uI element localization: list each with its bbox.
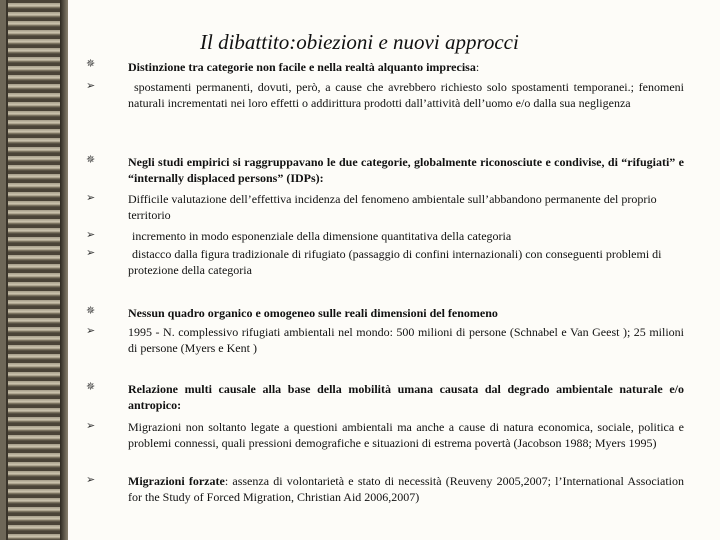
arrow-bullet-icon: ➢: [86, 420, 96, 432]
spiral-rings: [6, 0, 62, 540]
arrow-bullet-icon: ➢: [86, 325, 96, 337]
star-bullet-icon: ✵: [86, 381, 96, 393]
section-2-item-2: incremento in modo esponenziale della dimensione quantitativa della categoria: [132, 229, 512, 243]
section-1-item-1: spostamenti permanenti, dovuti, però, a cause che avrebbero richiesto solo spostamenti temporanei.; fenomeni naturali incrementati nei loro effetti o addirittura prodotti dall’attività dell’uomo e/o dalla sua negligenza: [128, 80, 684, 110]
binding-shadow: [60, 0, 68, 540]
section-4-item-1: Migrazioni non soltanto legate a questioni ambientali ma anche a cause di natura economica, sociale, politica e problemi connessi, quali pressioni demografiche e situazioni di estrema povertà (Jacobson 1988; Myers 1995): [128, 420, 684, 450]
section-2-item-1: Difficile valutazione dell’effettiva incidenza del fenomeno ambientale sull’abbandono permanente del proprio territorio: [128, 192, 657, 222]
arrow-bullet-icon: ➢: [86, 474, 96, 486]
section-1-heading: [128, 60, 684, 76]
section-4-heading: Relazione multi causale alla base della mobilità umana causata dal degrado ambientale naturale e/o antropico:: [128, 382, 684, 412]
star-bullet-icon: ✵: [86, 305, 96, 317]
section-1-heading-suffix: :: [475, 60, 480, 74]
forced-migration-lead: Migrazioni forzate: [128, 474, 225, 488]
section-2-item-3: distacco dalla figura tradizionale di rifugiato (passaggio di confini internazionali) con conseguenti problemi di protezione della categoria: [128, 247, 662, 277]
forced-migration-rest: : assenza di volontarietà e stato di necessità (Reuveny 2005,2007; l’International Association for the Study of Forced Migration, Christian Aid 2006,2007): [128, 474, 685, 504]
arrow-bullet-icon: ➢: [86, 80, 96, 92]
section-2-heading: Negli studi empirici si raggruppavano le due categorie, globalmente riconosciute e condivise, di “rifugiati” e “internally displaced persons” (IDPs):: [128, 155, 684, 185]
spiral-binding: [0, 0, 68, 540]
arrow-bullet-icon: ➢: [86, 229, 96, 241]
section-4-item-2: [128, 474, 684, 505]
section-1-heading-text: Distinzione tra categorie non facile e nella realtà alquanto imprecisa: [128, 60, 476, 74]
arrow-bullet-icon: ➢: [86, 192, 96, 204]
section-3-item-1: 1995 - N. complessivo rifugiati ambientali nel mondo: 500 milioni di persone (Schnabel e Van Geest ); 25 milioni di persone (Myers e Kent ): [128, 325, 684, 355]
star-bullet-icon: ✵: [86, 58, 96, 70]
section-3-heading: Nessun quadro organico e omogeneo sulle reali dimensioni del fenomeno: [128, 306, 498, 320]
arrow-bullet-icon: ➢: [86, 247, 96, 259]
star-bullet-icon: ✵: [86, 154, 96, 166]
slide-title: Il dibattito:obiezioni e nuovi approcci: [200, 30, 519, 54]
